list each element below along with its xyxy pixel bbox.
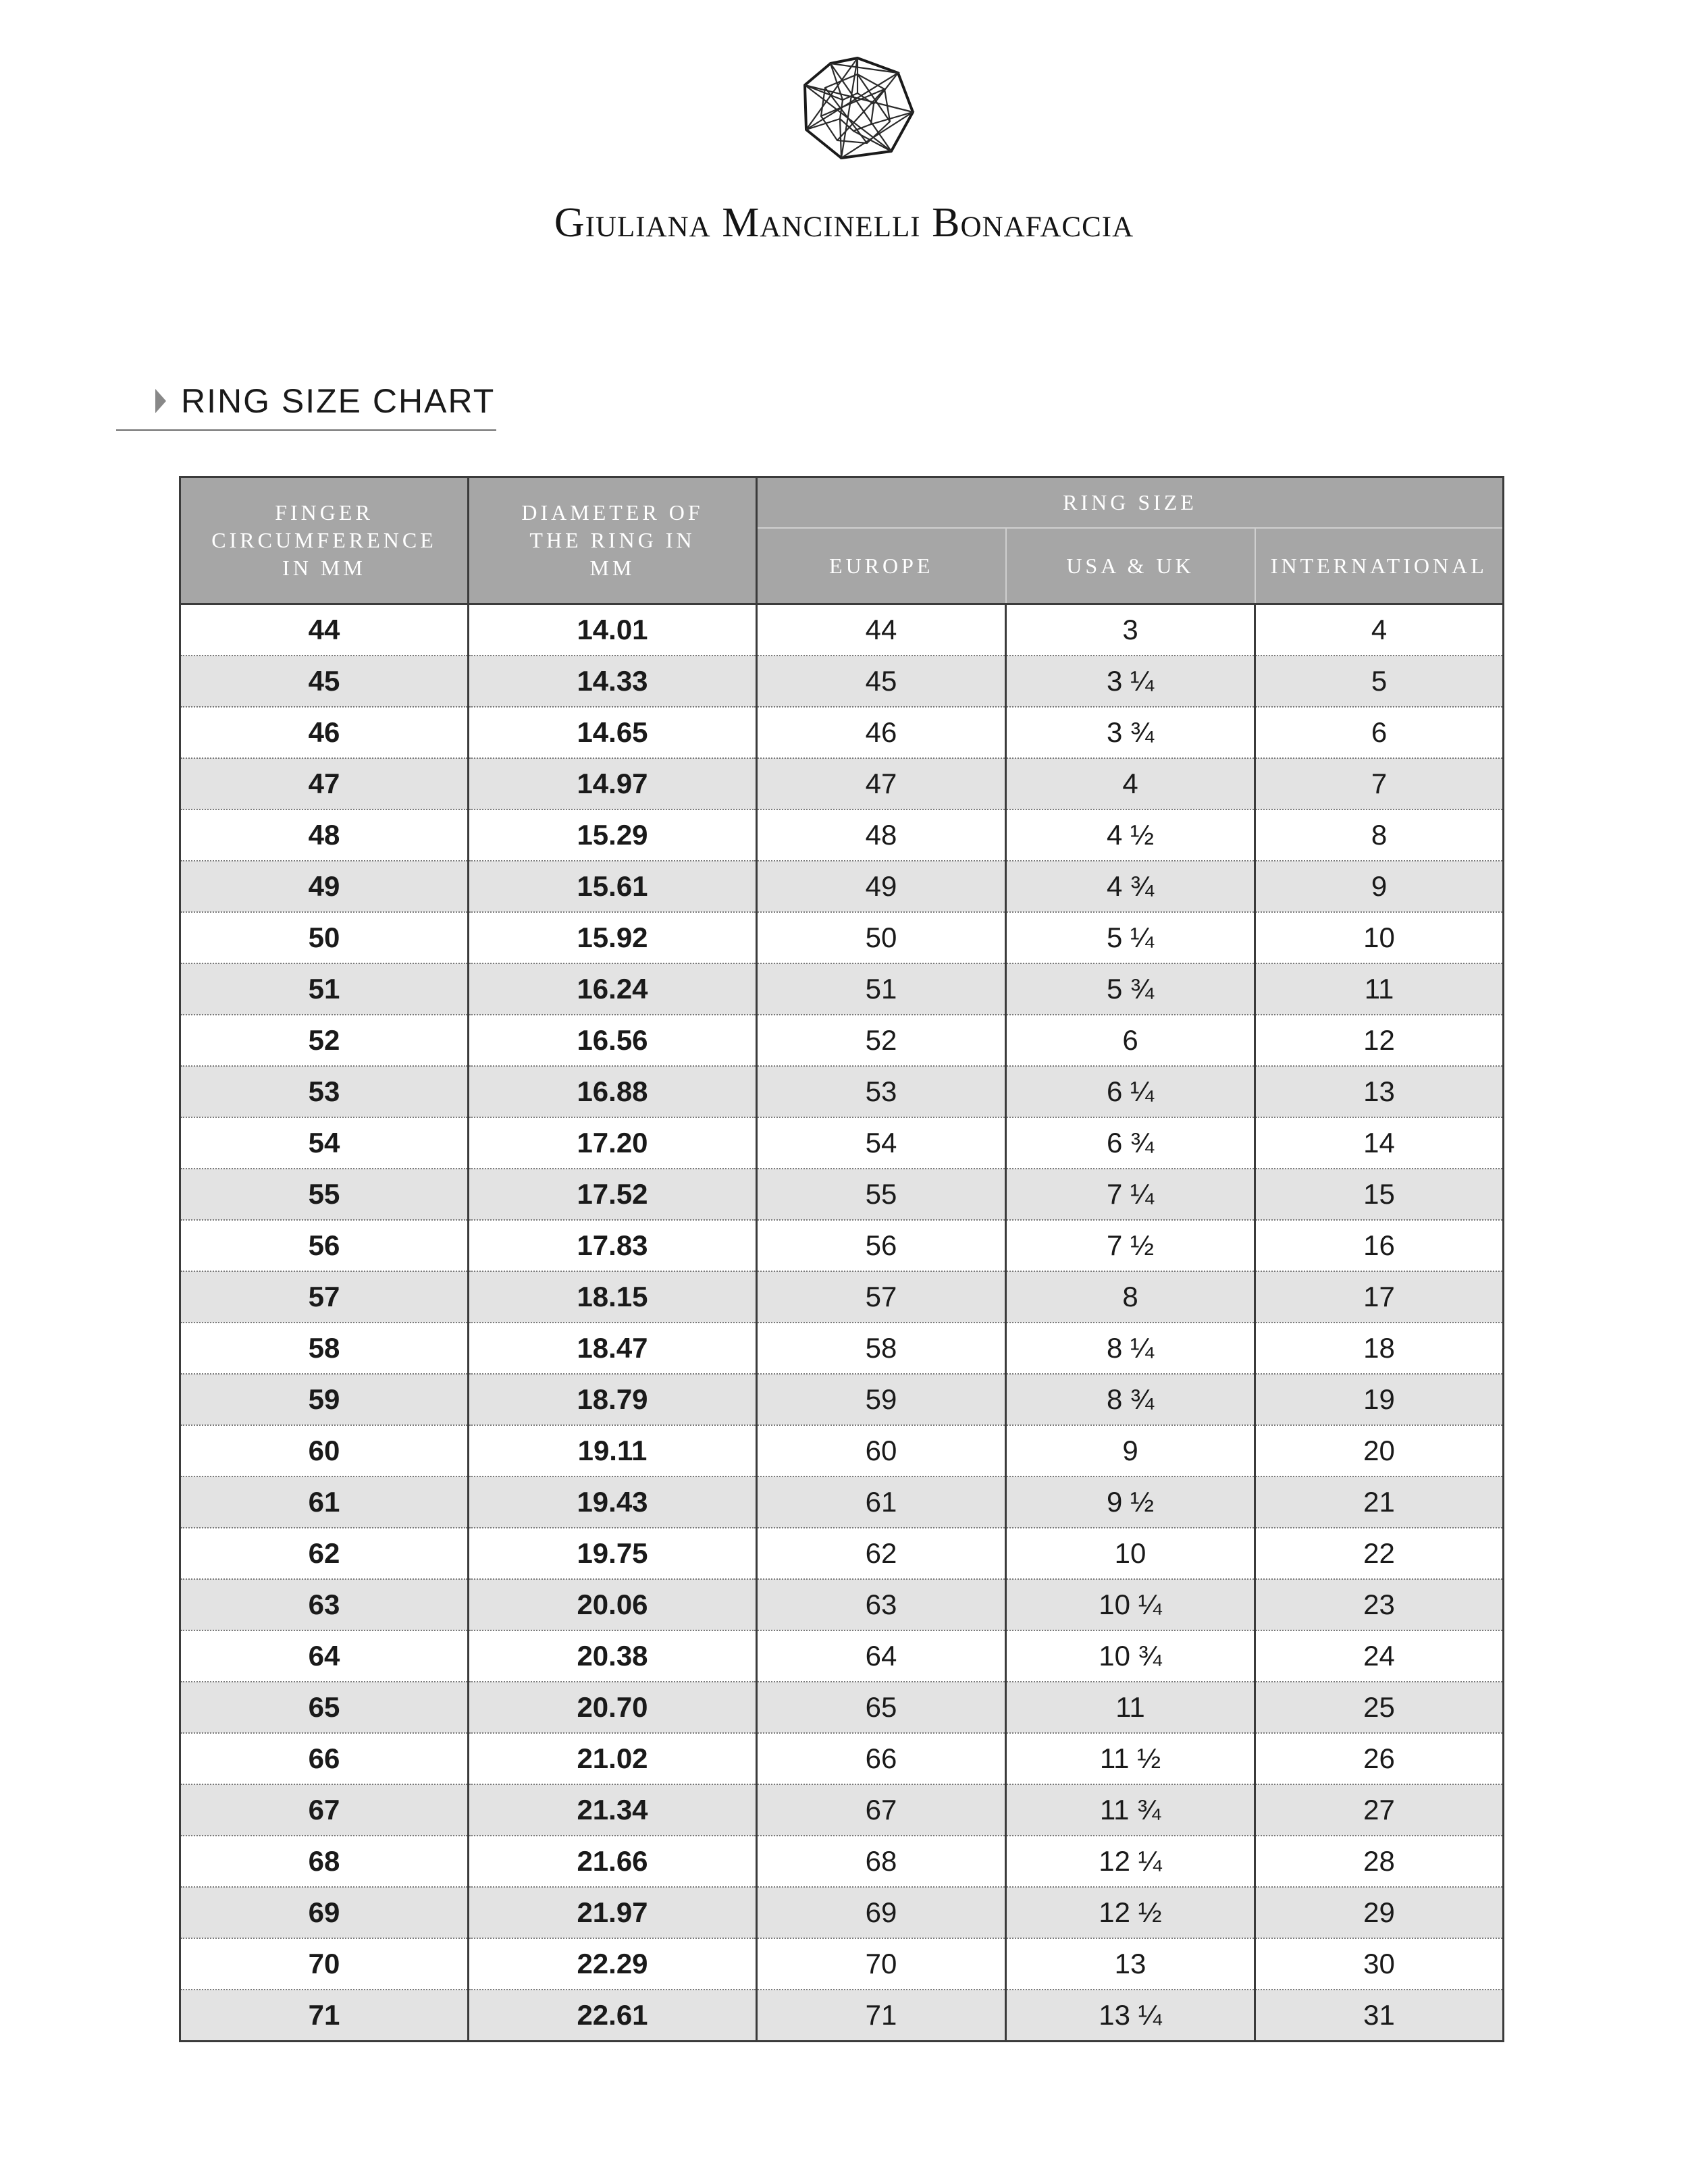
cell-europe: 71 <box>757 1990 1006 2042</box>
cell-finger-circumference: 63 <box>180 1579 469 1630</box>
cell-finger-circumference: 66 <box>180 1733 469 1784</box>
cell-international: 28 <box>1255 1836 1504 1887</box>
cell-finger-circumference: 60 <box>180 1425 469 1476</box>
cell-usa-uk: 4 ¾ <box>1006 861 1255 912</box>
cell-finger-circumference: 48 <box>180 809 469 861</box>
cell-finger-circumference: 47 <box>180 758 469 809</box>
cell-europe: 46 <box>757 707 1006 758</box>
table-row <box>180 1117 1504 1169</box>
cell-europe: 48 <box>757 809 1006 861</box>
cell-usa-uk: 4 ½ <box>1006 809 1255 861</box>
cell-ring-diameter: 18.79 <box>469 1374 757 1425</box>
cell-international: 14 <box>1255 1117 1504 1169</box>
cell-finger-circumference: 55 <box>180 1169 469 1220</box>
cell-international: 30 <box>1255 1938 1504 1990</box>
cell-ring-diameter: 15.61 <box>469 861 757 912</box>
cell-usa-uk: 8 ¼ <box>1006 1323 1255 1374</box>
cell-europe: 47 <box>757 758 1006 809</box>
cell-international: 25 <box>1255 1682 1504 1733</box>
cell-finger-circumference: 62 <box>180 1528 469 1579</box>
header-usa-uk: USA & UK <box>1006 528 1255 604</box>
cell-europe: 68 <box>757 1836 1006 1887</box>
cell-international: 10 <box>1255 912 1504 963</box>
cell-ring-diameter: 14.33 <box>469 656 757 707</box>
table-row <box>180 1938 1504 1990</box>
cell-europe: 66 <box>757 1733 1006 1784</box>
cell-finger-circumference: 51 <box>180 963 469 1015</box>
cell-finger-circumference: 70 <box>180 1938 469 1990</box>
table-row <box>180 1220 1504 1271</box>
table-row <box>180 1784 1504 1836</box>
cell-ring-diameter: 16.24 <box>469 963 757 1015</box>
section-title <box>155 381 495 421</box>
cell-europe: 51 <box>757 963 1006 1015</box>
cell-usa-uk: 8 ¾ <box>1006 1374 1255 1425</box>
cell-international: 6 <box>1255 707 1504 758</box>
cell-ring-diameter: 14.65 <box>469 707 757 758</box>
table-row <box>180 1323 1504 1374</box>
cell-usa-uk: 13 <box>1006 1938 1255 1990</box>
cell-usa-uk: 6 ¾ <box>1006 1117 1255 1169</box>
cell-ring-diameter: 20.38 <box>469 1630 757 1682</box>
cell-international: 21 <box>1255 1476 1504 1528</box>
cell-europe: 65 <box>757 1682 1006 1733</box>
cell-europe: 70 <box>757 1938 1006 1990</box>
cell-usa-uk: 12 ½ <box>1006 1887 1255 1938</box>
cell-ring-diameter: 16.56 <box>469 1015 757 1066</box>
table-row <box>180 1425 1504 1476</box>
cell-ring-diameter: 22.61 <box>469 1990 757 2042</box>
cell-finger-circumference: 44 <box>180 604 469 656</box>
table-row <box>180 1066 1504 1117</box>
cell-usa-uk: 9 ½ <box>1006 1476 1255 1528</box>
title-underline <box>116 429 496 431</box>
cell-ring-diameter: 16.88 <box>469 1066 757 1117</box>
cell-international: 27 <box>1255 1784 1504 1836</box>
cell-europe: 44 <box>757 604 1006 656</box>
cell-usa-uk: 5 ¾ <box>1006 963 1255 1015</box>
cell-ring-diameter: 21.34 <box>469 1784 757 1836</box>
cell-usa-uk: 10 <box>1006 1528 1255 1579</box>
cell-international: 16 <box>1255 1220 1504 1271</box>
cell-ring-diameter: 20.06 <box>469 1579 757 1630</box>
table-row <box>180 912 1504 963</box>
section-title-text: RING SIZE CHART <box>181 382 496 420</box>
cell-finger-circumference: 64 <box>180 1630 469 1682</box>
cell-ring-diameter: 21.66 <box>469 1836 757 1887</box>
cell-finger-circumference: 57 <box>180 1271 469 1323</box>
cell-europe: 69 <box>757 1887 1006 1938</box>
cell-ring-diameter: 17.52 <box>469 1169 757 1220</box>
table-row <box>180 861 1504 912</box>
table-row <box>180 1733 1504 1784</box>
cell-europe: 49 <box>757 861 1006 912</box>
cell-finger-circumference: 45 <box>180 656 469 707</box>
cell-europe: 50 <box>757 912 1006 963</box>
header-europe: EUROPE <box>757 528 1006 604</box>
table-row <box>180 604 1504 656</box>
table-row <box>180 1169 1504 1220</box>
cell-international: 5 <box>1255 656 1504 707</box>
cell-finger-circumference: 50 <box>180 912 469 963</box>
cell-international: 26 <box>1255 1733 1504 1784</box>
cell-usa-uk: 4 <box>1006 758 1255 809</box>
cell-europe: 45 <box>757 656 1006 707</box>
cell-europe: 55 <box>757 1169 1006 1220</box>
cell-finger-circumference: 49 <box>180 861 469 912</box>
table-row <box>180 1630 1504 1682</box>
cell-usa-uk: 11 <box>1006 1682 1255 1733</box>
table-row <box>180 1374 1504 1425</box>
cell-ring-diameter: 17.83 <box>469 1220 757 1271</box>
cell-finger-circumference: 58 <box>180 1323 469 1374</box>
cell-international: 15 <box>1255 1169 1504 1220</box>
cell-ring-diameter: 22.29 <box>469 1938 757 1990</box>
cell-ring-diameter: 18.15 <box>469 1271 757 1323</box>
cell-usa-uk: 3 ¼ <box>1006 656 1255 707</box>
header-ring-size: RING SIZE <box>757 477 1504 529</box>
cell-international: 8 <box>1255 809 1504 861</box>
cell-ring-diameter: 21.97 <box>469 1887 757 1938</box>
cell-usa-uk: 7 ¼ <box>1006 1169 1255 1220</box>
cell-usa-uk: 6 <box>1006 1015 1255 1066</box>
cell-international: 24 <box>1255 1630 1504 1682</box>
header-ring-diameter: DIAMETER OF THE RING IN MM <box>469 477 757 604</box>
cell-finger-circumference: 56 <box>180 1220 469 1271</box>
cell-finger-circumference: 46 <box>180 707 469 758</box>
cell-usa-uk: 12 ¼ <box>1006 1836 1255 1887</box>
cell-europe: 63 <box>757 1579 1006 1630</box>
cell-ring-diameter: 15.29 <box>469 809 757 861</box>
cell-finger-circumference: 53 <box>180 1066 469 1117</box>
cell-ring-diameter: 15.92 <box>469 912 757 963</box>
triangle-bullet-icon <box>155 389 166 413</box>
cell-europe: 59 <box>757 1374 1006 1425</box>
cell-usa-uk: 9 <box>1006 1425 1255 1476</box>
cell-international: 12 <box>1255 1015 1504 1066</box>
cell-ring-diameter: 18.47 <box>469 1323 757 1374</box>
cell-ring-diameter: 19.43 <box>469 1476 757 1528</box>
table-row <box>180 809 1504 861</box>
cell-europe: 57 <box>757 1271 1006 1323</box>
cell-finger-circumference: 52 <box>180 1015 469 1066</box>
cell-finger-circumference: 67 <box>180 1784 469 1836</box>
cell-ring-diameter: 21.02 <box>469 1733 757 1784</box>
cell-europe: 52 <box>757 1015 1006 1066</box>
cell-europe: 64 <box>757 1630 1006 1682</box>
cell-usa-uk: 10 ¾ <box>1006 1630 1255 1682</box>
cell-international: 18 <box>1255 1323 1504 1374</box>
cell-finger-circumference: 54 <box>180 1117 469 1169</box>
header-finger-circumference: FINGER CIRCUMFERENCE IN MM <box>180 477 469 604</box>
cell-international: 29 <box>1255 1887 1504 1938</box>
cell-finger-circumference: 71 <box>180 1990 469 2042</box>
cell-ring-diameter: 14.01 <box>469 604 757 656</box>
cell-ring-diameter: 19.11 <box>469 1425 757 1476</box>
cell-international: 17 <box>1255 1271 1504 1323</box>
polyhedron-icon <box>797 54 918 162</box>
cell-usa-uk: 6 ¼ <box>1006 1066 1255 1117</box>
table-row <box>180 1887 1504 1938</box>
cell-ring-diameter: 19.75 <box>469 1528 757 1579</box>
cell-europe: 56 <box>757 1220 1006 1271</box>
cell-usa-uk: 8 <box>1006 1271 1255 1323</box>
cell-international: 4 <box>1255 604 1504 656</box>
cell-usa-uk: 11 ¾ <box>1006 1784 1255 1836</box>
cell-finger-circumference: 59 <box>180 1374 469 1425</box>
ring-size-table <box>179 476 1504 2042</box>
cell-europe: 67 <box>757 1784 1006 1836</box>
cell-europe: 54 <box>757 1117 1006 1169</box>
table-row <box>180 1836 1504 1887</box>
cell-finger-circumference: 69 <box>180 1887 469 1938</box>
cell-usa-uk: 7 ½ <box>1006 1220 1255 1271</box>
cell-europe: 62 <box>757 1528 1006 1579</box>
cell-europe: 60 <box>757 1425 1006 1476</box>
cell-europe: 58 <box>757 1323 1006 1374</box>
table-row <box>180 1682 1504 1733</box>
table-row <box>180 1015 1504 1066</box>
cell-ring-diameter: 20.70 <box>469 1682 757 1733</box>
cell-international: 22 <box>1255 1528 1504 1579</box>
table-row <box>180 1579 1504 1630</box>
cell-usa-uk: 3 <box>1006 604 1255 656</box>
cell-usa-uk: 10 ¼ <box>1006 1579 1255 1630</box>
table-row <box>180 1990 1504 2042</box>
header-international: INTERNATIONAL <box>1255 528 1504 604</box>
cell-international: 7 <box>1255 758 1504 809</box>
cell-international: 13 <box>1255 1066 1504 1117</box>
cell-international: 31 <box>1255 1990 1504 2042</box>
cell-ring-diameter: 14.97 <box>469 758 757 809</box>
cell-international: 23 <box>1255 1579 1504 1630</box>
cell-international: 11 <box>1255 963 1504 1015</box>
cell-europe: 61 <box>757 1476 1006 1528</box>
cell-usa-uk: 11 ½ <box>1006 1733 1255 1784</box>
cell-ring-diameter: 17.20 <box>469 1117 757 1169</box>
cell-finger-circumference: 61 <box>180 1476 469 1528</box>
table-row <box>180 1476 1504 1528</box>
table-row <box>180 963 1504 1015</box>
table-row <box>180 1528 1504 1579</box>
cell-international: 20 <box>1255 1425 1504 1476</box>
table-row <box>180 707 1504 758</box>
cell-finger-circumference: 68 <box>180 1836 469 1887</box>
brand-name: Giuliana Mancinelli Bonafaccia <box>554 200 1134 246</box>
cell-usa-uk: 3 ¾ <box>1006 707 1255 758</box>
cell-europe: 53 <box>757 1066 1006 1117</box>
cell-usa-uk: 13 ¼ <box>1006 1990 1255 2042</box>
cell-international: 9 <box>1255 861 1504 912</box>
table-row <box>180 758 1504 809</box>
cell-usa-uk: 5 ¼ <box>1006 912 1255 963</box>
cell-finger-circumference: 65 <box>180 1682 469 1733</box>
table-row <box>180 1271 1504 1323</box>
cell-international: 19 <box>1255 1374 1504 1425</box>
table-row <box>180 656 1504 707</box>
